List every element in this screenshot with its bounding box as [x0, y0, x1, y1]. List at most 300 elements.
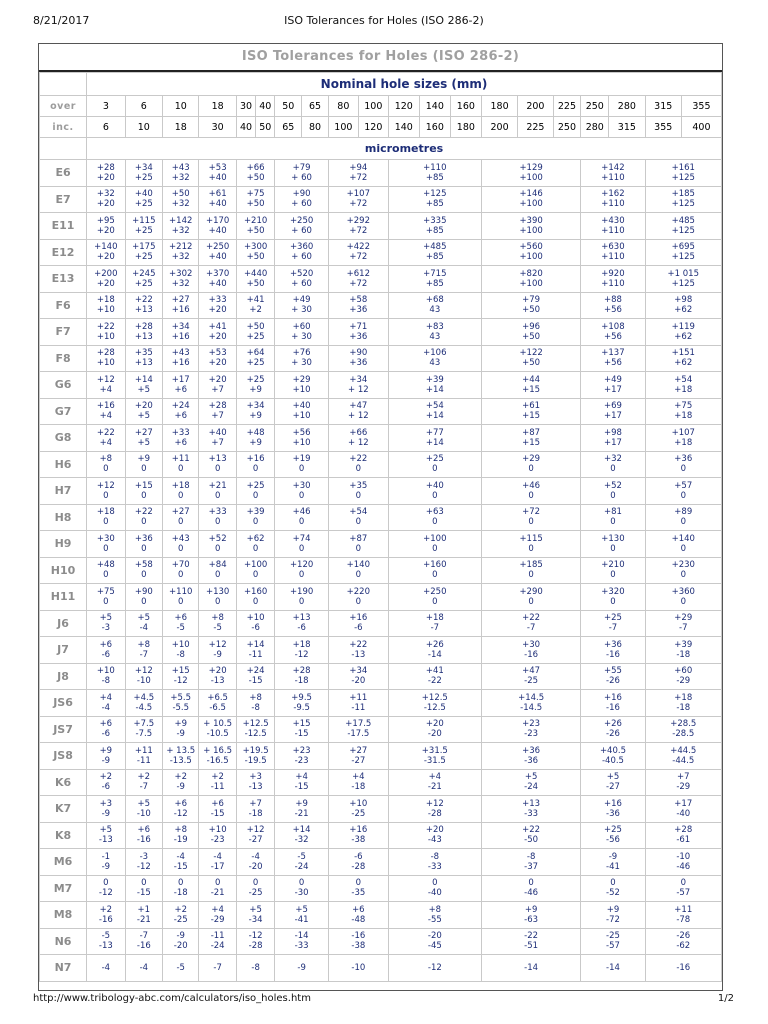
tolerance-cell — [163, 928, 199, 955]
upper-deviation: +2 — [174, 772, 187, 783]
tolerance-cell — [645, 822, 721, 849]
upper-deviation: -22 — [524, 931, 539, 942]
tolerance-cell — [199, 955, 236, 982]
tolerance-cell — [236, 557, 275, 584]
lower-deviation: +10 — [292, 384, 311, 395]
tolerance-cell — [199, 822, 236, 849]
tolerance-cell — [236, 663, 275, 690]
tolerance-cell — [163, 239, 199, 266]
lower-deviation: 0 — [252, 543, 259, 554]
tolerance-cell — [199, 425, 236, 452]
lower-deviation: -40.5 — [601, 755, 624, 766]
lower-deviation: -27 — [351, 755, 366, 766]
upper-deviation: +32 — [96, 189, 115, 200]
tolerance-cell — [87, 372, 126, 399]
lower-deviation: +5 — [137, 411, 151, 422]
tolerance-cell — [125, 584, 162, 611]
size-over-cell: 30 — [236, 96, 255, 117]
upper-deviation: -20 — [427, 931, 442, 942]
lower-deviation: +17 — [603, 437, 622, 448]
upper-deviation: +22 — [522, 825, 541, 836]
upper-deviation: -5 — [176, 962, 185, 973]
upper-deviation: +54 — [674, 374, 693, 385]
lower-deviation: -25 — [524, 676, 539, 687]
upper-deviation: -26 — [676, 931, 691, 942]
upper-deviation: +61 — [208, 189, 227, 200]
upper-deviation: -25 — [606, 931, 620, 942]
tolerance-cell — [163, 690, 199, 717]
tolerance-cell — [125, 743, 162, 770]
tolerance-cell — [125, 796, 162, 823]
lower-deviation: 0 — [103, 517, 109, 528]
tolerance-cell — [328, 875, 388, 902]
lower-deviation: 0 — [252, 570, 259, 581]
tolerance-cell — [581, 902, 645, 929]
lower-deviation: -3 — [101, 623, 111, 634]
size-inc-cell: 100 — [328, 117, 358, 138]
upper-deviation: +25 — [603, 825, 622, 836]
lower-deviation: +14 — [425, 384, 444, 395]
lower-deviation: -21 — [136, 914, 151, 925]
lower-deviation: 43 — [429, 358, 441, 369]
tolerance-cell — [199, 292, 236, 319]
lower-deviation: -16 — [136, 941, 151, 952]
lower-deviation: +13 — [134, 358, 153, 369]
lower-deviation: +110 — [601, 278, 625, 289]
lower-deviation: -38 — [351, 941, 366, 952]
tolerance-cell — [236, 239, 275, 266]
tolerance-class-label: J8 — [40, 663, 87, 690]
upper-deviation: +9 — [174, 719, 187, 730]
lower-deviation: -25 — [173, 914, 188, 925]
upper-deviation: +300 — [243, 242, 268, 253]
table-row — [40, 743, 722, 770]
upper-deviation: +72 — [522, 507, 541, 518]
upper-deviation: +74 — [292, 533, 311, 544]
lower-deviation: -22 — [427, 676, 442, 687]
tolerance-cell — [199, 504, 236, 531]
lower-deviation: +20 — [208, 331, 227, 342]
lower-deviation: -27 — [606, 782, 620, 793]
upper-deviation: +122 — [519, 348, 543, 359]
tolerance-cell — [388, 478, 481, 505]
upper-deviation: +715 — [423, 268, 447, 279]
upper-deviation: +66 — [349, 427, 368, 438]
lower-deviation: 0 — [432, 464, 438, 475]
lower-deviation: -57 — [606, 941, 620, 952]
tolerance-cell — [645, 186, 721, 213]
upper-deviation: +6 — [174, 798, 187, 809]
tolerance-cell — [388, 292, 481, 319]
tolerance-cell — [275, 398, 329, 425]
table-row — [40, 796, 722, 823]
tolerance-cell — [645, 319, 721, 346]
table-row — [40, 690, 722, 717]
upper-deviation: +28 — [134, 321, 153, 332]
size-over-cell: 6 — [125, 96, 162, 117]
tolerance-cell — [581, 425, 645, 452]
upper-deviation: +68 — [425, 295, 444, 306]
lower-deviation: 0 — [214, 464, 221, 475]
tolerance-cell — [87, 425, 126, 452]
lower-deviation: -17.5 — [347, 729, 370, 740]
tolerance-cell — [236, 743, 275, 770]
tolerance-cell — [163, 425, 199, 452]
tolerance-cell — [481, 822, 581, 849]
lower-deviation: +6 — [174, 384, 187, 395]
upper-deviation: +7.5 — [133, 719, 155, 730]
upper-deviation: +41 — [208, 321, 227, 332]
tolerance-cell — [275, 716, 329, 743]
lower-deviation: -9.5 — [293, 702, 310, 713]
upper-deviation: +18 — [292, 639, 311, 650]
upper-deviation: +140 — [94, 242, 118, 253]
tolerance-cell — [87, 610, 126, 637]
lower-deviation: -12 — [136, 861, 151, 872]
lower-deviation: -11 — [351, 702, 366, 713]
tolerance-cell — [236, 928, 275, 955]
tolerance-cell — [275, 849, 329, 876]
upper-deviation: +107 — [346, 189, 370, 200]
tolerance-cell — [581, 186, 645, 213]
upper-deviation: +245 — [132, 268, 156, 279]
upper-deviation: +29 — [292, 374, 311, 385]
tolerance-class-label: JS8 — [40, 743, 87, 770]
lower-deviation: -20 — [427, 729, 442, 740]
tolerance-cell — [481, 345, 581, 372]
lower-deviation: +32 — [171, 278, 190, 289]
lower-deviation: +15 — [522, 411, 541, 422]
tolerance-cell — [581, 266, 645, 293]
tolerance-cell — [125, 875, 162, 902]
tolerance-cell — [388, 213, 481, 240]
upper-deviation: +4 — [99, 692, 113, 703]
over-label: over — [40, 96, 87, 117]
upper-deviation: +18 — [96, 295, 115, 306]
tolerance-cell — [125, 955, 162, 982]
lower-deviation: -46 — [524, 888, 539, 899]
tolerance-cell — [236, 531, 275, 558]
table-row — [40, 610, 722, 637]
upper-deviation: +17 — [674, 798, 693, 809]
table-row — [40, 186, 722, 213]
tolerance-cell — [87, 319, 126, 346]
lower-deviation: +36 — [349, 305, 368, 316]
tolerance-cell — [481, 849, 581, 876]
upper-deviation: +34 — [349, 666, 368, 677]
lower-deviation: 0 — [610, 596, 616, 607]
lower-deviation: -26 — [606, 729, 620, 740]
upper-deviation: +10 — [171, 639, 190, 650]
table-row — [40, 372, 722, 399]
tolerance-cell — [328, 663, 388, 690]
tolerance-sheet — [38, 43, 723, 991]
upper-deviation: +23 — [522, 719, 541, 730]
upper-deviation: +36 — [522, 745, 541, 756]
tolerance-cell — [163, 531, 199, 558]
upper-deviation: +7 — [677, 772, 690, 783]
lower-deviation: 43 — [429, 331, 441, 342]
lower-deviation: -7 — [139, 649, 149, 660]
size-over-cell: 200 — [518, 96, 553, 117]
tolerance-cell — [199, 557, 236, 584]
upper-deviation: +43 — [171, 162, 190, 173]
tolerance-cell — [199, 239, 236, 266]
table-row — [40, 955, 722, 982]
tolerance-cell — [236, 769, 275, 796]
lower-deviation: 0 — [252, 464, 259, 475]
lower-deviation: -28 — [351, 861, 366, 872]
lower-deviation: -4 — [101, 702, 111, 713]
upper-deviation: +13 — [292, 613, 311, 624]
upper-deviation: +47 — [349, 401, 368, 412]
table-row — [40, 504, 722, 531]
tolerance-cell — [481, 213, 581, 240]
tolerance-cell — [581, 822, 645, 849]
tolerance-cell — [163, 584, 199, 611]
tolerance-cell — [388, 743, 481, 770]
upper-deviation: +34 — [349, 374, 368, 385]
upper-deviation: +44 — [522, 374, 541, 385]
upper-deviation: -4 — [251, 851, 260, 862]
tolerance-cell — [645, 610, 721, 637]
tolerance-cell — [328, 690, 388, 717]
tolerance-cell — [645, 557, 721, 584]
lower-deviation: -24 — [524, 782, 539, 793]
tolerance-class-label: M7 — [40, 875, 87, 902]
lower-deviation: -40 — [427, 888, 442, 899]
print-title: ISO Tolerances for Holes (ISO 286-2) — [284, 14, 484, 27]
size-inc-cell: 180 — [450, 117, 481, 138]
table-row — [40, 716, 722, 743]
upper-deviation: +695 — [671, 242, 695, 253]
lower-deviation: +36 — [349, 331, 368, 342]
tolerance-cell — [388, 345, 481, 372]
upper-deviation: +137 — [601, 348, 625, 359]
lower-deviation: 0 — [214, 543, 221, 554]
upper-deviation: +320 — [601, 586, 625, 597]
lower-deviation: -31.5 — [423, 755, 446, 766]
upper-deviation: +125 — [423, 189, 447, 200]
tolerance-cell — [388, 875, 481, 902]
tolerance-cell — [275, 902, 329, 929]
tolerance-cell — [388, 425, 481, 452]
lower-deviation: -20 — [351, 676, 366, 687]
size-inc-cell: 6 — [87, 117, 126, 138]
tolerance-cell — [481, 160, 581, 187]
upper-deviation: +31.5 — [421, 745, 448, 756]
upper-deviation: +160 — [243, 586, 268, 597]
lower-deviation: +14 — [425, 411, 444, 422]
upper-deviation: +220 — [346, 586, 370, 597]
lower-deviation: +40 — [208, 225, 227, 236]
tolerance-cell — [236, 690, 275, 717]
lower-deviation: -33 — [427, 861, 442, 872]
tolerance-cell — [645, 398, 721, 425]
size-over-cell: 180 — [481, 96, 517, 117]
lower-deviation: +40 — [208, 172, 227, 183]
tolerance-cell — [199, 531, 236, 558]
lower-deviation: 0 — [298, 543, 305, 554]
upper-deviation: +18 — [674, 692, 693, 703]
tolerance-cell — [163, 345, 199, 372]
tolerance-cell — [275, 266, 329, 293]
upper-deviation: +18 — [171, 480, 190, 491]
lower-deviation: -15 — [136, 888, 151, 899]
size-over-cell: 80 — [328, 96, 358, 117]
lower-deviation: 0 — [178, 570, 184, 581]
upper-deviation: + 13.5 — [166, 745, 196, 756]
lower-deviation: -15 — [173, 861, 188, 872]
lower-deviation: +10 — [96, 331, 115, 342]
table-row — [40, 822, 722, 849]
lower-deviation: -23 — [210, 835, 225, 846]
tolerance-cell — [388, 186, 481, 213]
tolerance-cell — [328, 796, 388, 823]
tolerance-cell — [163, 478, 199, 505]
upper-deviation: +75 — [246, 189, 265, 200]
lower-deviation: -12.5 — [423, 702, 446, 713]
upper-deviation: -3 — [139, 851, 149, 862]
tolerance-cell — [581, 663, 645, 690]
lower-deviation: -12 — [294, 649, 309, 660]
upper-deviation: +15 — [134, 480, 153, 491]
tolerance-cell — [125, 822, 162, 849]
tolerance-cell — [388, 610, 481, 637]
upper-deviation: +4 — [428, 772, 442, 783]
upper-deviation: -4 — [176, 851, 185, 862]
upper-deviation: +49 — [292, 295, 311, 306]
upper-deviation: +21 — [208, 480, 227, 491]
print-date: 8/21/2017 — [33, 14, 90, 27]
upper-deviation: +6 — [211, 798, 224, 809]
upper-deviation: +61 — [522, 401, 541, 412]
upper-deviation: +11 — [171, 454, 190, 465]
upper-deviation: -14 — [524, 962, 539, 973]
tolerance-cell — [125, 504, 162, 531]
lower-deviation: +16 — [171, 331, 190, 342]
upper-deviation: +40 — [134, 189, 153, 200]
lower-deviation: 0 — [298, 517, 305, 528]
tolerance-cell — [481, 955, 581, 982]
upper-deviation: -16 — [351, 931, 366, 942]
upper-deviation: +22 — [96, 321, 115, 332]
lower-deviation: +18 — [674, 411, 693, 422]
lower-deviation: 0 — [298, 464, 305, 475]
tolerance-cell — [125, 319, 162, 346]
upper-deviation: +20 — [425, 825, 444, 836]
table-row — [40, 663, 722, 690]
upper-deviation: -4 — [213, 851, 222, 862]
tolerance-class-label: M6 — [40, 849, 87, 876]
tolerance-cell — [481, 451, 581, 478]
lower-deviation: +72 — [349, 252, 368, 263]
upper-deviation: +130 — [205, 586, 230, 597]
lower-deviation: -29 — [676, 676, 691, 687]
upper-deviation: +26 — [425, 639, 444, 650]
upper-deviation: +52 — [603, 480, 622, 491]
lower-deviation: +125 — [671, 252, 695, 263]
lower-deviation: +25 — [134, 199, 153, 210]
tolerance-cell — [645, 769, 721, 796]
tolerance-cell — [581, 796, 645, 823]
tolerance-cell — [199, 637, 236, 664]
tolerance-cell — [163, 319, 199, 346]
tolerance-cell — [388, 928, 481, 955]
lower-deviation: -52 — [606, 888, 620, 899]
tolerance-cell — [388, 955, 481, 982]
lower-deviation: -44.5 — [672, 755, 695, 766]
upper-deviation: + 10.5 — [203, 719, 233, 730]
table-row — [40, 928, 722, 955]
tolerance-cell — [275, 160, 329, 187]
upper-deviation: +16 — [603, 692, 622, 703]
tolerance-cell — [87, 955, 126, 982]
upper-deviation: +100 — [423, 533, 447, 544]
tolerance-class-label: K7 — [40, 796, 87, 823]
tolerance-cell — [87, 266, 126, 293]
lower-deviation: 0 — [214, 517, 221, 528]
tolerance-cell — [275, 292, 329, 319]
upper-deviation: +11 — [349, 692, 368, 703]
upper-deviation: +8 — [428, 904, 442, 915]
tolerance-cell — [87, 690, 126, 717]
tolerance-cell — [163, 160, 199, 187]
tolerance-cell — [199, 849, 236, 876]
lower-deviation: -18 — [351, 782, 366, 793]
upper-deviation: +1 — [137, 904, 151, 915]
upper-deviation: +12 — [246, 825, 265, 836]
upper-deviation: +41 — [425, 666, 444, 677]
tolerance-cell — [645, 716, 721, 743]
tolerance-class-label: J6 — [40, 610, 87, 637]
upper-deviation: +36 — [134, 533, 153, 544]
tolerance-cell — [328, 557, 388, 584]
lower-deviation: +20 — [96, 172, 115, 183]
tolerance-cell — [199, 372, 236, 399]
lower-deviation: 0 — [298, 490, 305, 501]
tolerance-cell — [236, 478, 275, 505]
tolerance-cell — [199, 160, 236, 187]
tolerance-cell — [236, 425, 275, 452]
lower-deviation: -12.5 — [244, 729, 267, 740]
lower-deviation: -5 — [176, 623, 185, 634]
tolerance-class-label: E13 — [40, 266, 87, 293]
upper-deviation: +33 — [171, 427, 190, 438]
lower-deviation: 0 — [528, 464, 534, 475]
tolerance-cell — [125, 769, 162, 796]
lower-deviation: 0 — [610, 570, 616, 581]
tolerance-cell — [275, 796, 329, 823]
lower-deviation: -29 — [210, 914, 225, 925]
tolerance-cell — [581, 292, 645, 319]
upper-deviation: +84 — [208, 560, 227, 571]
lower-deviation: +62 — [674, 331, 693, 342]
tolerance-cell — [388, 849, 481, 876]
lower-deviation: -36 — [606, 808, 620, 819]
lower-deviation: -6 — [251, 623, 260, 634]
tolerance-cell — [87, 928, 126, 955]
tolerance-cell — [388, 504, 481, 531]
tolerance-class-label: E12 — [40, 239, 87, 266]
lower-deviation: -21 — [294, 808, 309, 819]
upper-deviation: +422 — [346, 242, 370, 253]
lower-deviation: 0 — [141, 464, 147, 475]
lower-deviation: -15 — [294, 729, 309, 740]
lower-deviation: -18 — [294, 676, 309, 687]
size-over-cell: 315 — [645, 96, 681, 117]
tolerance-cell — [388, 796, 481, 823]
